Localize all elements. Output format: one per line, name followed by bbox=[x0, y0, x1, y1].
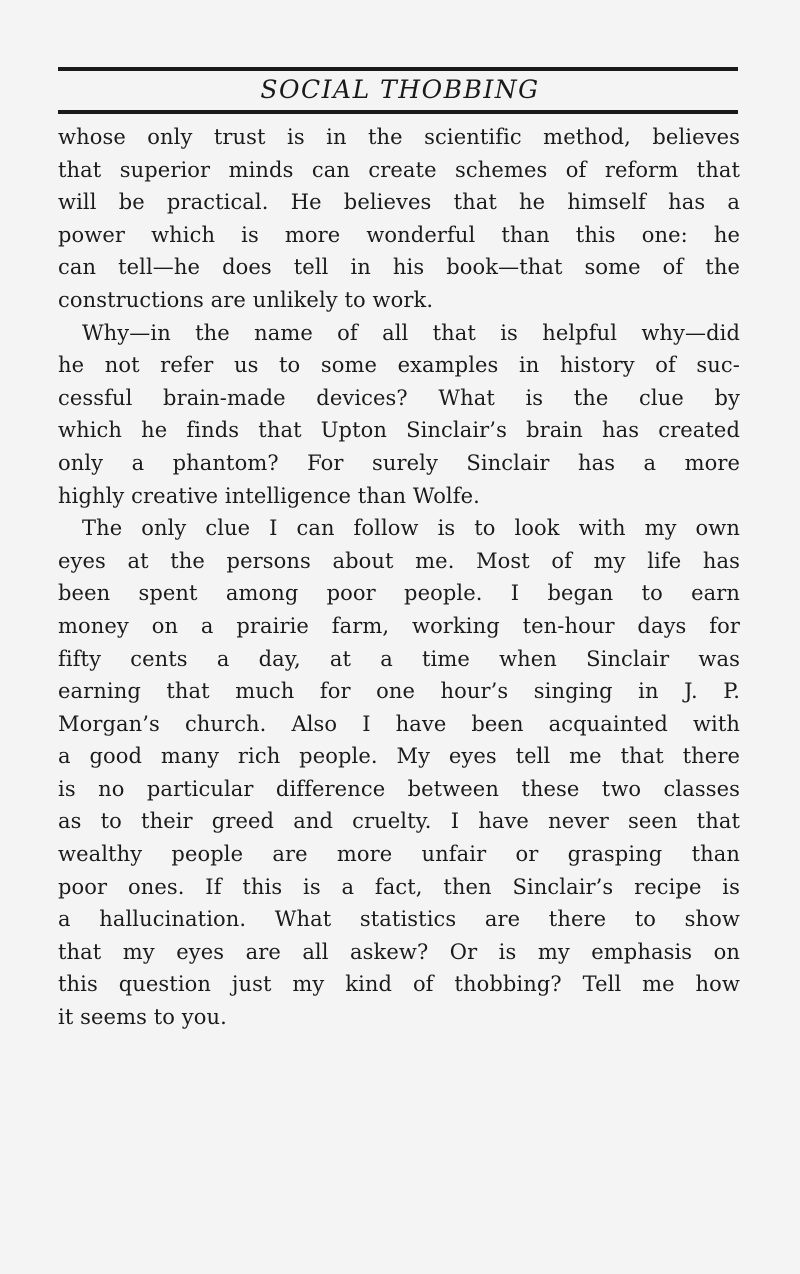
text-line: earning that much for one hour’s singing in J. P. bbox=[58, 679, 740, 704]
text-line: a hallucination. What statistics are there to show bbox=[58, 907, 740, 932]
text-line: fifty cents a day, at a time when Sinclair was bbox=[58, 646, 740, 671]
text-line: wealthy people are more unfair or grasping than bbox=[58, 842, 740, 867]
text-line: Why—in the name of all that is helpful why—did bbox=[82, 320, 740, 345]
text-line: can tell—he does tell in his book—that some of the bbox=[58, 255, 740, 280]
text-line: that my eyes are all askew? Or is my emphasis on bbox=[58, 939, 740, 964]
text-line: only a phantom? For surely Sinclair has a more bbox=[58, 450, 740, 475]
text-line: this question just my kind of thobbing? Tell me how bbox=[58, 972, 740, 997]
text-line: that superior minds can create schemes of reform that bbox=[58, 157, 740, 182]
text-line: will be practical. He believes that he himself has a bbox=[58, 190, 740, 215]
text-line: constructions are unlikely to work. bbox=[58, 287, 434, 312]
text-line: cessful brain-made devices? What is the clue by bbox=[58, 385, 740, 410]
header-rule-bottom bbox=[58, 110, 738, 114]
text-line: it seems to you. bbox=[58, 1005, 227, 1030]
text-line: which he finds that Upton Sinclair’s brain has created bbox=[58, 418, 740, 443]
text-line: Morgan’s church. Also I have been acquainted with bbox=[58, 711, 740, 736]
header-rule-top bbox=[58, 67, 738, 71]
running-head: SOCIAL THOBBING bbox=[260, 75, 540, 104]
text-line: as to their greed and cruelty. I have never seen that bbox=[58, 809, 740, 834]
text-line: eyes at the persons about me. Most of my life has bbox=[58, 548, 740, 573]
text-line: a good many rich people. My eyes tell me that there bbox=[58, 744, 740, 769]
text-line: money on a prairie farm, working ten-hour days for bbox=[58, 613, 740, 638]
text-line: power which is more wonderful than this one: he bbox=[58, 222, 740, 247]
text-line: is no particular difference between these two classes bbox=[58, 776, 740, 801]
text-line: been spent among poor people. I began to earn bbox=[58, 581, 740, 606]
text-line: he not refer us to some examples in history of suc- bbox=[58, 353, 740, 378]
text-line: whose only trust is in the scientific method, believes bbox=[58, 125, 740, 149]
body-text bbox=[58, 121, 740, 1034]
text-line: The only clue I can follow is to look with my own bbox=[82, 516, 740, 541]
text-line: highly creative intelligence than Wolfe. bbox=[58, 483, 480, 508]
text-line: poor ones. If this is a fact, then Sinclair’s recipe is bbox=[58, 874, 740, 899]
